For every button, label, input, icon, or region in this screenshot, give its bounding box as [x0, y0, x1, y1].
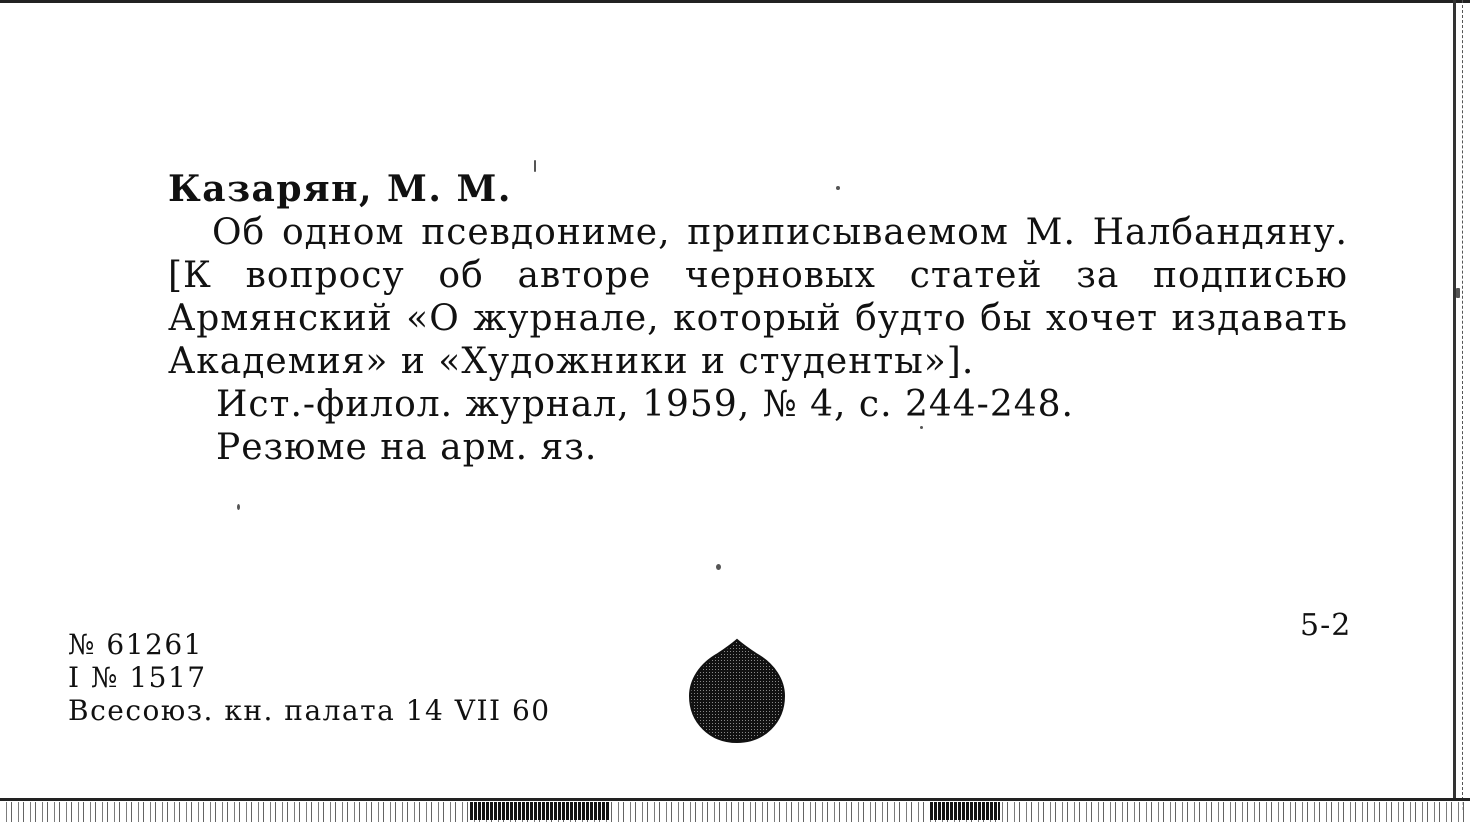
scan-speck — [1456, 288, 1460, 298]
scan-speck — [534, 160, 536, 172]
title-line-3: Армянский «О журнале, который будто бы хочет издавать — [168, 298, 1348, 339]
catalog-info — [68, 628, 551, 727]
author-heading: Казарян, М. М. — [168, 168, 512, 210]
shelf-mark: 5-2 — [1300, 608, 1352, 643]
scan-speck — [716, 564, 721, 570]
title-line-4: Академия» и «Художники и студенты»]. — [168, 341, 975, 382]
card-number: № 61261 — [68, 628, 203, 661]
issuer-stamp: Всесоюз. кн. палата 14 VII 60 — [68, 694, 551, 727]
scan-dark-strip — [470, 802, 610, 820]
punch-hole-icon — [688, 636, 786, 744]
title-line-2: [К вопросу об авторе черновых статей за подписью — [168, 255, 1348, 296]
register-number: I № 1517 — [68, 661, 207, 694]
scan-speck — [237, 504, 240, 510]
card-bottom-edge — [0, 798, 1470, 801]
scan-dark-strip — [930, 802, 1000, 820]
title-line-1: Об одном псевдониме, приписываемом М. Налбандяну. — [212, 212, 1348, 253]
card-right-edge — [1453, 0, 1456, 800]
summary-note: Резюме на арм. яз. — [216, 427, 598, 468]
source-citation: Ист.-филол. журнал, 1959, № 4, с. 244-248. — [216, 384, 1074, 425]
scan-speck — [920, 426, 923, 429]
card-right-dashed-edge — [1462, 0, 1464, 810]
scan-bottom-strip — [0, 802, 1470, 822]
scan-speck — [836, 186, 840, 190]
card-top-edge — [0, 0, 1470, 3]
bibliographic-entry — [168, 168, 1348, 469]
